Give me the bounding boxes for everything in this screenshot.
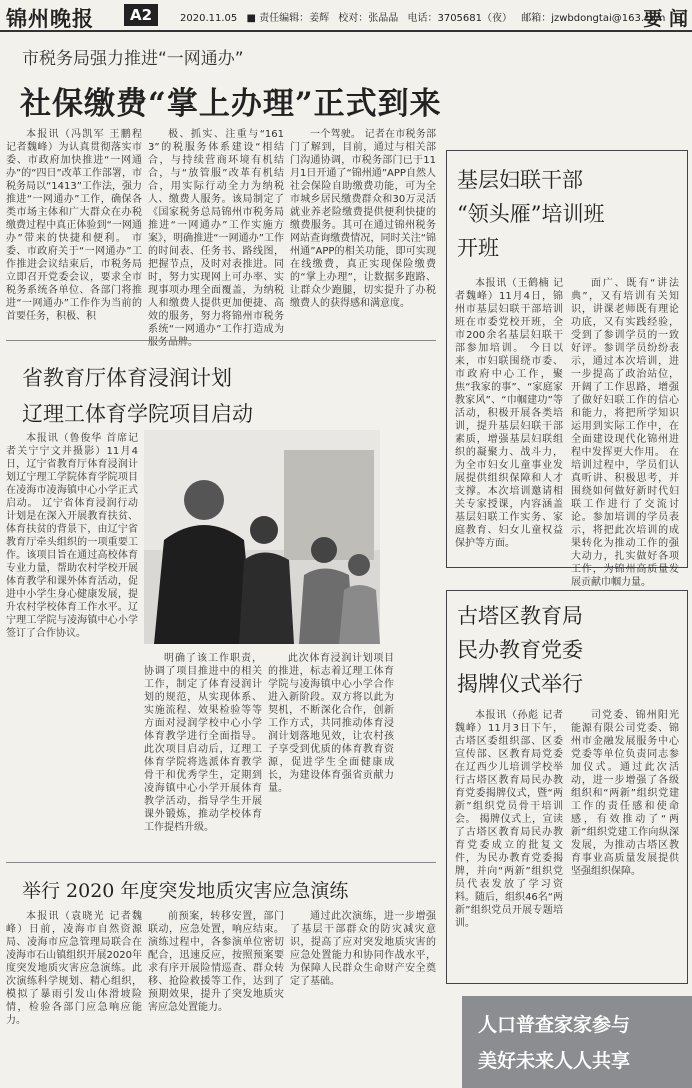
article4-title-line1: 古塔区教育局 bbox=[457, 604, 583, 628]
article3-title-line2: 辽理工体育学院项目启动 bbox=[22, 402, 253, 426]
article3-column-2: 明确了该工作职责，协调了项目推进中的相关工作，制定了体育浸润计划的规范，从实现体系、实施流程、效果检验等等方面对浸润学校中心小学体育教学进行全面指导。此次项目启动后，辽理工体育学院将选派体育教学骨干和优秀学生，定期到凌海镇中心小学开展体育教学活动，指导学生开展课外锻炼，推动学校体育工作提档升级。 bbox=[144, 653, 262, 833]
article2-title-line1: 基层妇联干部 bbox=[457, 168, 583, 192]
article2-column-2: 面广、既有“讲法典”，又有培训有关知识，讲课老师既有理论功底，又有实践经验，受到了参训学员的一致好评。参训学员纷纷表示，通过本次培训，进一步提高了政治站位，开阔了工作思路，增强了做好妇联工作的信心和能力，将把所学知识运用到实际工作中，在全面建设现代化锦州进程中发挥更大作用。 在培训过程中，学员们认真听讲、积极思考，并围绕如何做好新时代妇联工作进行了交流讨论。参加培训的学员表示，将把此次培训的成果转化为推动工作的强大动力，扎实做好各项工作，为锦州高质量发展贡献巾帼力量。 bbox=[571, 278, 679, 588]
section-tag: 要 闻 bbox=[643, 8, 688, 30]
article1-column-1: 本报讯（冯凯军 王鹏程 记者魏峰）为认真贯彻落实市委、市政府加快推进“一网通办”的“四日”改革工作部署，市税务局以“1413”工作法，强力推进“一网通办”工作，确保各类市场主体和广大群众在办税缴费过程中真正体验到“一网通办”带来的快捷和便利。 市委、市政府关于“一网通办”工作推进会议结束后，市税务局立即召开党委会议，要求全市税务系统各单位、各部门将推进“一网通办”工作作为当前的首要任务，积极、积 bbox=[6, 129, 142, 322]
article5-column-2: 前预案，转移安置，部门联动，应急处置，响应结束。演练过程中，各参演单位密切配合，迅速反应，按照预案要求有序开展险情巡查、群众转移、抢险救援等工作，达到了预期效果，提升了突发地质灾害应急处置能力。 bbox=[148, 911, 284, 1013]
article4-column-1: 本报讯（孙彪 记者魏峰）11月3日下午，古塔区委组织部、区委宣传部、区教育局党委在辽西少儿培训学校举行古塔区教育局民办教育党委揭牌仪式，暨“两新”组织党员骨干培训会。 揭牌仪式上，宣读了古塔区教育局民办教育党委成立的批复文件，为民办教育党委揭牌，并向“两新”组织党员代表发放了学习资料。随后，组织46名“两新”组织党员开展专题培训。 bbox=[455, 710, 563, 929]
phone-credit: 电话：3705681（夜） bbox=[407, 13, 513, 24]
census-banner bbox=[462, 996, 692, 1088]
article2-box bbox=[446, 150, 688, 588]
article4-column-2: 司党委、锦州阳光能源有限公司党委、锦州市金融发展服务中心党委等单位负责同志参加仪式。通过此次活动，进一步增强了各级组织和“两新”组织党建工作的责任感和使命感，有效推动了“两新”组织党建工作向纵深发展，为推动古塔区教育事业高质量发展提供坚强组织保障。 bbox=[571, 710, 679, 877]
article2-title-line2: “领头雁”培训班 bbox=[457, 202, 605, 226]
article3-column-3: 此次体育浸润计划项目的推进，标志着辽理工体育学院与凌海镇中心小学合作进入新阶段。双方将以此为契机，不断深化合作，创新工作方式，共同推动体育浸润计划落地见效，让农村孩子享受到优质的体育教育资源，促进学生全面健康成长，为建设体育强省贡献力量。 bbox=[268, 653, 394, 794]
proofreader-credit: 校对：张晶晶 bbox=[338, 13, 399, 24]
email-credit: 邮箱：jzwbdongtai@163.com bbox=[521, 13, 666, 24]
article1-column-2: 极、抓实、注重与“1613”的税服务体系建设“相结合，与持续营商环境有机结合，与“放管服”改革有机结合，用实际行动全力为纳税人、缴费人服务。该局制定了《国家税务总局锦州市税务局推进“一网通办”工作实施方案》，明确推进“一网通办”工作的时间表、任务书、路线图，把握节点，及时对表推进。同时，努力实现网上可办率、实现事项办理全面覆盖，为纳税人和缴费人提供更加便捷、高效的服务，努力将锦州市税务系统“一网通办”工作打造成为服务品牌。 bbox=[148, 129, 284, 348]
article4-title-line2: 民办教育党委 bbox=[457, 638, 583, 662]
banner-line1: 人口普查家家参与 bbox=[478, 1014, 631, 1036]
photo-illustration bbox=[144, 430, 380, 644]
article1-headline: 社保缴费“掌上办理”正式到来 bbox=[20, 86, 442, 122]
students-sports-photo bbox=[144, 430, 380, 644]
editor-credit: ■ 责任编辑：姜辉 bbox=[246, 13, 330, 24]
divider bbox=[6, 340, 436, 341]
newspaper-logo: 锦州晚报 bbox=[6, 6, 94, 31]
divider bbox=[6, 862, 436, 863]
article3-title-line1: 省教育厅体育浸润计划 bbox=[22, 366, 232, 390]
article3-column-1: 本报讯（鲁俊华 首席记者关宁宁文并摄影）11月4日，辽宁省教育厅体育浸润计划辽宁理工学院体育学院项目在凌海市凌海镇中心小学正式启动。 辽宁省体育浸润行动计划是在深入开展教育扶贫、体育扶贫的背景下，由辽宁省教育厅牵头组织的一项重要工作。该项目旨在通过高校体育专业力量，帮助农村学校开展体育教学和课外体育活动，促进中小学生身心健康发展，提升农村学校体育工作水平。辽宁理工学院与凌海镇中心小学签订了合作协议。 bbox=[6, 433, 138, 639]
article2-column-1: 本报讯（王鹤楠 记者魏峰）11月4日，锦州市基层妇联干部培训班在市委党校开班，全市200余名基层妇联干部参加培训。 今日以来，市妇联围绕市委、市政府中心工作，聚焦“我家的事”、“家庭家教家风”、“巾帼建功”等活动，积极开展各类培训，提升基层妇联干部素质，增强基层妇联组织的凝聚力、战斗力，为全市妇女儿童事业发展提供组织保障和人才支撑。本次培训邀请相关专家授课，内容涵盖基层妇联工作实务、家庭教育、妇女儿童权益保护等方面。 bbox=[455, 278, 563, 549]
article2-title-line3: 开班 bbox=[457, 236, 499, 260]
article4-box bbox=[446, 590, 688, 984]
article5-column-1: 本报讯（袁晓光 记者魏峰）日前，凌海市自然资源局、凌海市应急管理局联合在凌海市石山镇组织开展2020年度突发地质灾害应急演练。此次演练科学规划、精心组织，模拟了暴雨引发山体滑坡险情，检验各部门应急响应能力。 bbox=[6, 911, 142, 1026]
article5-column-3: 通过此次演练，进一步增强了基层干部群众的防灾减灾意识，提高了应对突发地质灾害的应急处置能力和协同作战水平，为保障人民群众生命财产安全奠定了基础。 bbox=[290, 911, 436, 987]
masthead-info bbox=[180, 9, 671, 24]
article1-column-3: 一个驾驶。 记者在市税务部门了解到，目前，通过与相关部门沟通协调，市税务部门已于11月1日开通了“锦州通”APP自然人社会保险自助缴费功能，可为全市城乡居民缴费群众和30万灵活就业养老险缴费提供便利快捷的缴费服务。其可在通过锦州税务网站查询缴费情况，同时关注“锦州通”APP的相关功能，即可实现在线缴费，真正实现保险缴费的“掌上办理”，让数据多跑路、让群众少跑腿，切实提升了办税缴费人的获得感和满意度。 bbox=[290, 129, 436, 309]
issue-date: 2020.11.05 bbox=[180, 13, 238, 24]
banner-line2: 美好未来人人共享 bbox=[478, 1050, 631, 1072]
page-number-badge: A2 bbox=[124, 4, 158, 26]
article1-kicker: 市税务局强力推进“一网通办” bbox=[22, 49, 244, 69]
article5-title: 举行 2020 年度突发地质灾害应急演练 bbox=[22, 880, 349, 902]
masthead bbox=[0, 0, 692, 32]
article4-title-line3: 揭牌仪式举行 bbox=[457, 672, 583, 696]
